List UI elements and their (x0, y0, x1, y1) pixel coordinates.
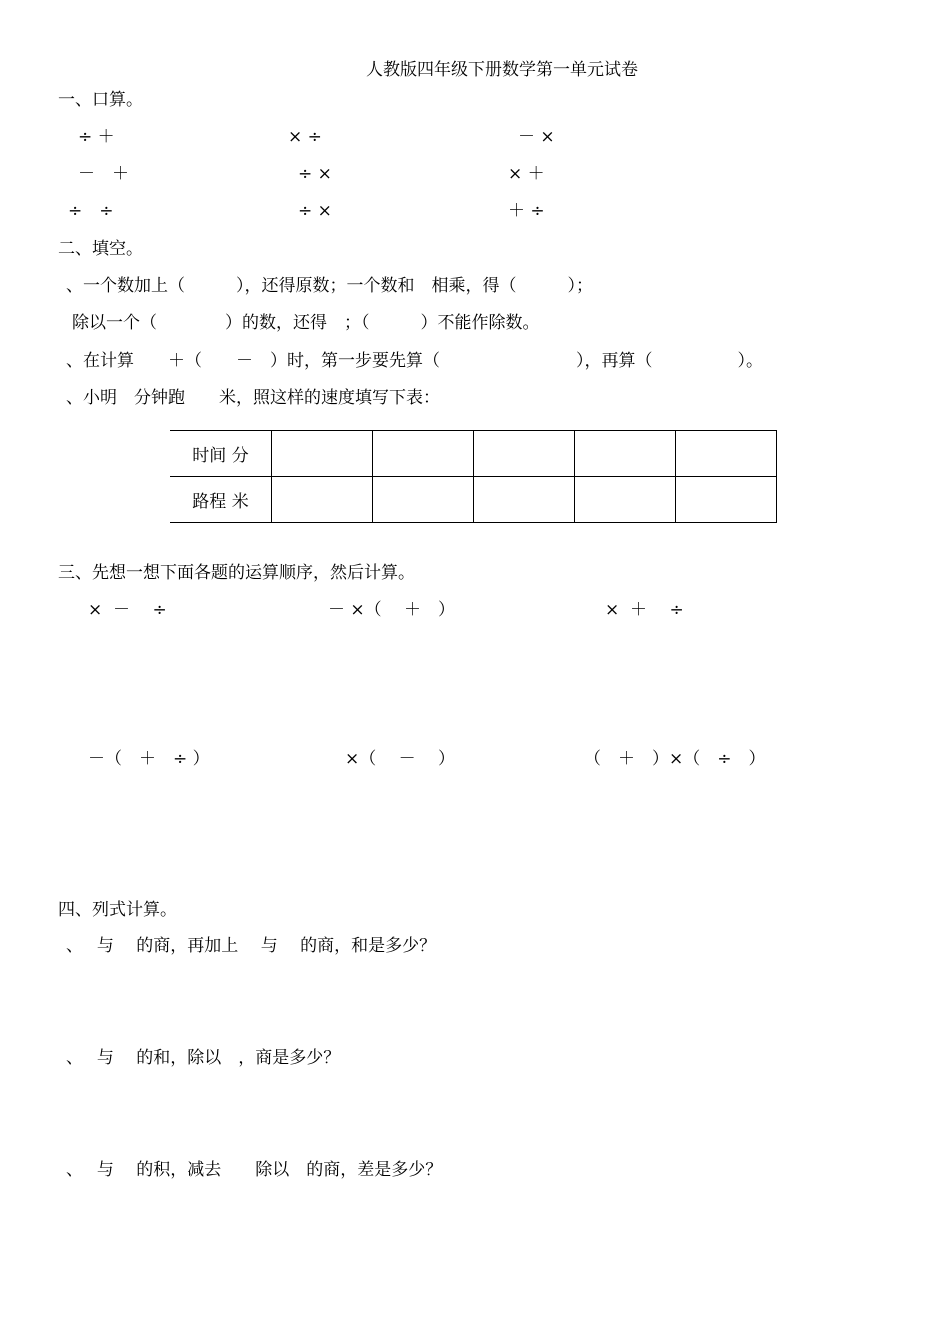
oral-calc-item: ÷ × (298, 164, 332, 184)
word-problem-1: 、 与 的商，再加上 与 的商，和是多少？ (66, 936, 437, 956)
section1-heading: 一、口算。 (58, 90, 143, 110)
page-title: 人教版四年级下册数学第一单元试卷 (366, 60, 638, 80)
oral-calc-item: ÷ × (298, 201, 332, 221)
section2-heading: 二、填空。 (58, 239, 143, 259)
table-cell[interactable] (272, 477, 373, 523)
table-cell[interactable] (575, 431, 676, 477)
table-row-label-time: 时间 分 (170, 431, 272, 477)
oral-calc-item: ＋ ÷ (508, 201, 545, 221)
order-calc-item: － ×（ ＋ ） (328, 600, 456, 620)
table-row (170, 477, 777, 523)
fill-blank-q1-line1: 、一个数加上（ ），还得原数；一个数和 相乘，得（ ）； (66, 276, 593, 296)
section4-heading: 四、列式计算。 (58, 900, 177, 920)
table-cell[interactable] (272, 431, 373, 477)
fill-blank-q3: 、小明 分钟跑 米，照这样的速度填写下表： (66, 388, 440, 408)
word-problem-2: 、 与 的和，除以 ，商是多少？ (66, 1048, 341, 1068)
table-cell[interactable] (474, 431, 575, 477)
table-cell[interactable] (575, 477, 676, 523)
table-row (170, 431, 777, 477)
fill-blank-q1-line2: 除以一个（ ）的数，还得 ；（ ）不能作除数。 (72, 313, 540, 333)
order-calc-item: × ＋ ÷ (605, 600, 684, 620)
oral-calc-item: ÷ ÷ (68, 201, 114, 221)
table-cell[interactable] (373, 477, 474, 523)
word-problem-3: 、 与 的积，减去 除以 的商，差是多少？ (66, 1160, 443, 1180)
oral-calc-item: × ＋ (508, 164, 545, 184)
oral-calc-item: ÷ ＋ (78, 127, 115, 147)
order-calc-item: （ ＋ ）×（ ÷ ） (584, 749, 766, 769)
table-row-label-distance: 路程 米 (170, 477, 272, 523)
section3-heading: 三、先想一想下面各题的运算顺序，然后计算。 (58, 563, 415, 583)
oral-calc-item: － × (518, 127, 555, 147)
order-calc-item: ×（ － ） (345, 749, 456, 769)
table-cell[interactable] (676, 477, 777, 523)
oral-calc-item: × ÷ (288, 127, 322, 147)
oral-calc-item: － ＋ (78, 164, 129, 184)
table-cell[interactable] (474, 477, 575, 523)
order-calc-item: × － ÷ (88, 600, 167, 620)
table-cell[interactable] (373, 431, 474, 477)
table-cell[interactable] (676, 431, 777, 477)
fill-blank-q2: 、在计算 ＋（ － ）时，第一步要先算（ ），再算（ ）。 (66, 351, 763, 371)
speed-table (170, 430, 777, 523)
order-calc-item: －（ ＋ ÷ ） (88, 749, 210, 769)
